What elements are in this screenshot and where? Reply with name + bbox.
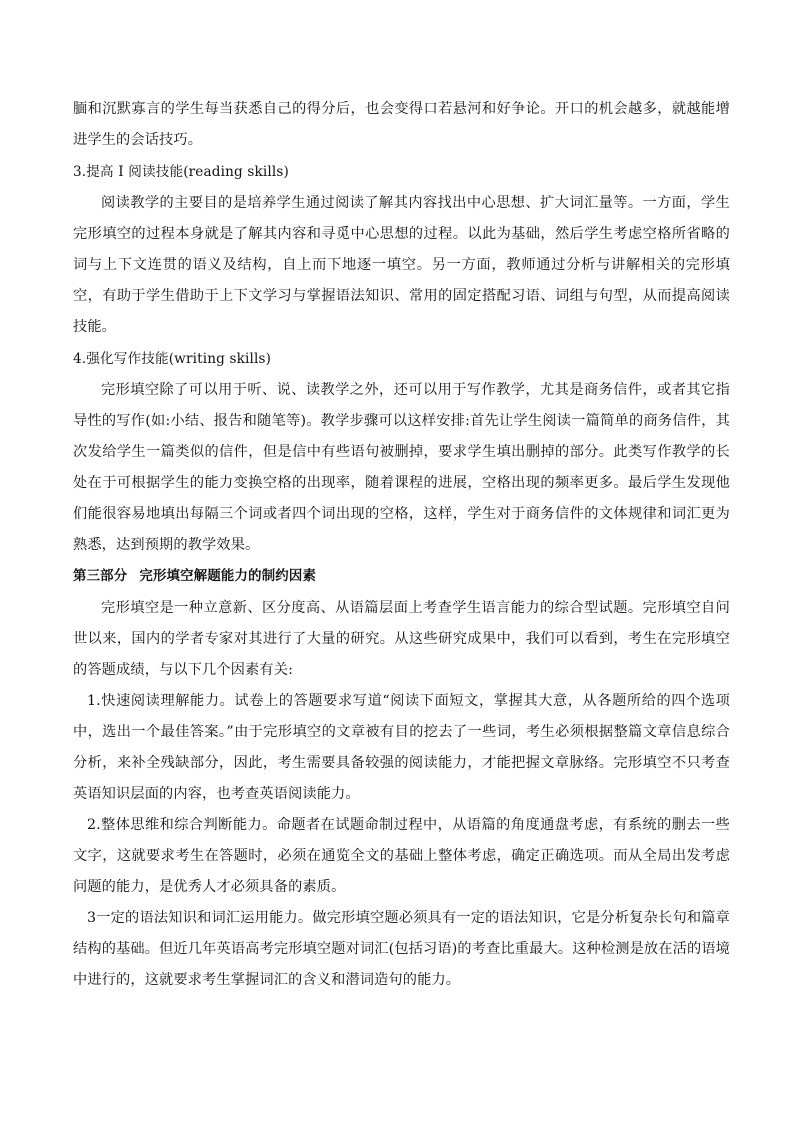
paragraph-reading-skills: 阅读教学的主要目的是培养学生通过阅读了解其内容找出中心思想、扩大词汇量等。一方面，学生完形填空的过程本身就是了解其内容和寻觅中心思想的过程。以此为基础，然后学生考虑空格所省略的词与上下文连贯的语义及结构，自上而下地逐一填空。另一方面，教师通过分析与讲解相关的完形填空，有助于学生借助于上下文学习与掌握语法知识、常用的固定搭配习语、词组与句型，从而提高阅读技能。 xyxy=(73,195,730,335)
paragraph-section-3-intro: 完形填空是一种立意新、区分度高、从语篇层面上考查学生语言能力的综合型试题。完形填空自问世以来，国内的学者专家对其进行了大量的研究。从这些研究成果中，我们可以看到，考生在完形填空的答题成绩，与以下几个因素有关: xyxy=(73,600,730,678)
section-3-label: 第三部分 xyxy=(73,569,128,584)
paragraph-intro-continuation: 腼和沉默寡言的学生每当获悉自己的得分后，也会变得口若悬河和好争论。开口的机会越多，就越能增进学生的会话技巧。 xyxy=(73,101,730,148)
heading-writing-skills: 4.强化写作技能(writing skills) xyxy=(73,351,272,367)
heading-reading-skills: 3.提高 I 阅读技能(reading skills) xyxy=(73,164,289,180)
section-3-heading xyxy=(73,561,730,593)
section-3-title: 完形填空解题能力的制约因素 xyxy=(139,569,317,584)
paragraph-writing-skills: 完形填空除了可以用于听、说、读教学之外，还可以用于写作教学，尤其是商务信件，或者其它指导性的写作(如:小结、报告和随笔等)。教学步骤可以这样安排:首先让学生阅读一篇简单的商务信件，其次发给学生一篇类似的信件，但是信中有些语句被删掉，要求学生填出删掉的部分。此类写作教学的长处在于可根据学生的能力变换空格的出现率，随着课程的进展，空格出现的频率更多。最后学生发现他们能很容易地填出每隔三个词或者四个词出现的空格，这样，学生对于商务信件的文体规律和词汇更为熟悉，达到预期的教学效果。 xyxy=(73,382,730,553)
paragraph-factor-2: 2.整体思维和综合判断能力。命题者在试题命制过程中，从语篇的角度通盘考虑，有系统的删去一些文字，这就要求考生在答题时，必须在通览全文的基础上整体考虑，确定正确选项。而从全局出发考虑问题的能力，是优秀人才必须具备的素质。 xyxy=(73,817,730,895)
paragraph-factor-3: 3一定的语法知识和词汇运用能力。做完形填空题必须具有一定的语法知识，它是分析复杂长句和篇章结构的基础。但近几年英语高考完形填空题对词汇(包括习语)的考查比重最大。这种检测是放在活的语境中进行的，这就要求考生掌握词汇的含义和潜词造句的能力。 xyxy=(73,910,730,988)
paragraph-factor-1: 1.快速阅读理解能力。试卷上的答题要求写道“阅读下面短文，掌握其大意，从各题所给的四个选项中，选出一个最佳答案。”由于完形填空的文章被有目的挖去了一些词，考生必须根据整篇文章信息综合分析，来补全残缺部分，因此，考生需要具备较强的阅读能力，才能把握文章脉络。完形填空不只考查英语知识层面的内容，也考查英语阅读能力。 xyxy=(73,693,730,802)
document-body xyxy=(73,94,730,996)
